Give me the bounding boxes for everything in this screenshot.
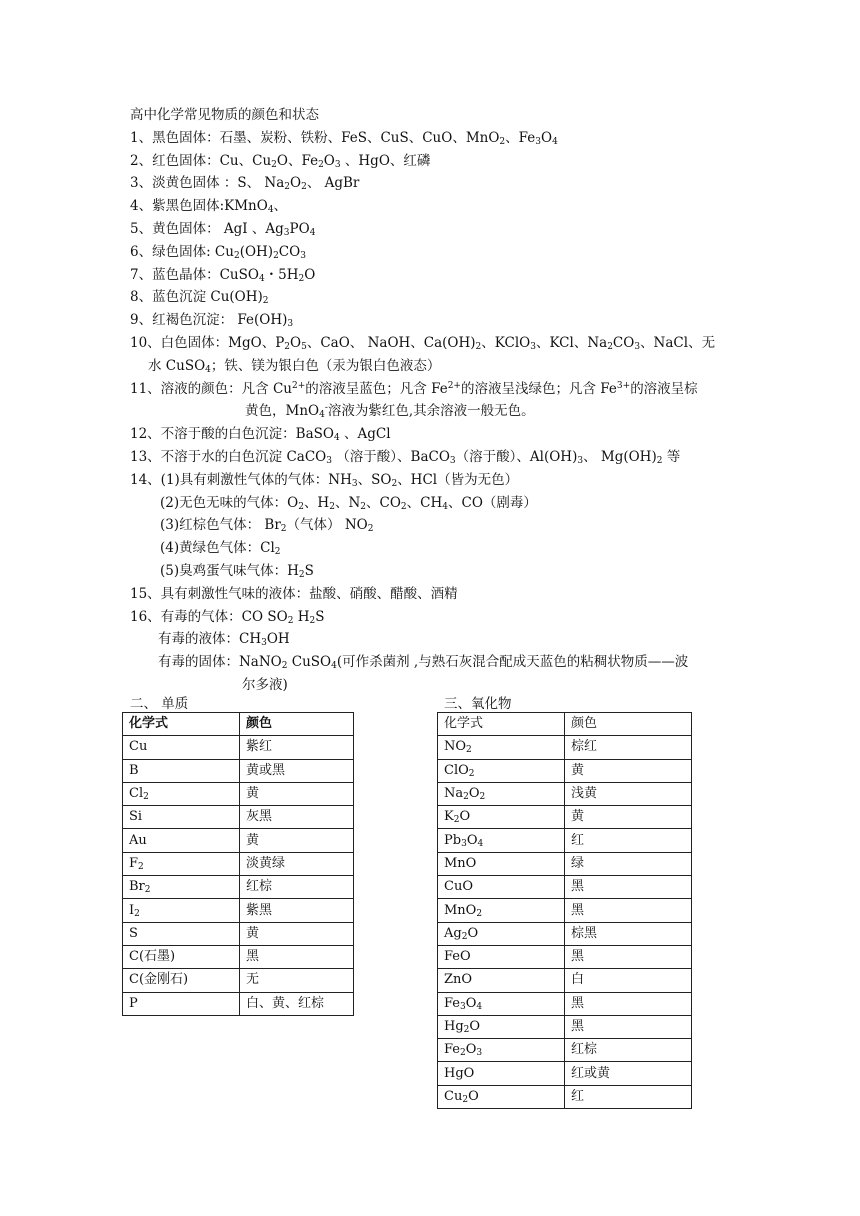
table-row: [438, 1015, 692, 1038]
table-row: [123, 759, 354, 782]
formula-cell: $K_2O$: [438, 806, 565, 829]
color-cell: 黄: [565, 806, 692, 829]
formula-cell: ZnO: [438, 969, 565, 992]
table-header-row: [123, 713, 354, 736]
item-14-1: 14、(1)具有刺激性气体的气体：$NH_3$、$SO_2$、HCl（皆为无色）: [130, 471, 519, 489]
item-6: 6、绿色固体: $Cu_2(OH)_2CO_3$: [130, 243, 306, 261]
table-row: [123, 806, 354, 829]
formula-cell: Au: [123, 829, 240, 852]
table-row: [123, 736, 354, 759]
item-14-2: (2)无色无味的气体：$O_2$、$H_2$、$N_2$、$CO_2$、$CH_4$、CO（剧毒）: [160, 494, 537, 512]
color-cell: 棕红: [565, 736, 692, 759]
color-cell: 棕黑: [565, 922, 692, 945]
section2-title: 二、 单质: [130, 696, 189, 712]
item-16-liquid: 有毒的液体：$CH_3OH$: [158, 631, 290, 649]
item-7: 7、蓝色晶体：CuSO$_4$・$5H_2O$: [130, 266, 316, 284]
table-row: [438, 829, 692, 852]
formula-cell: $Fe_2O_3$: [438, 1039, 565, 1062]
table-row: [438, 1039, 692, 1062]
formula-cell: $NO_2$: [438, 736, 565, 759]
table-row: [438, 759, 692, 782]
item-3: 3、淡黄色固体 ：S、 $Na_2O_2$、 AgBr: [130, 175, 360, 193]
table-row: [123, 852, 354, 875]
color-cell: 黑: [240, 945, 354, 968]
oxides-table: [437, 712, 692, 1109]
table-row: [123, 829, 354, 852]
table-row: [123, 945, 354, 968]
table-row: [438, 899, 692, 922]
table-row: [123, 922, 354, 945]
color-cell: 黄: [565, 759, 692, 782]
item-10: 10、白色固体：MgO、$P_2O_5$、CaO、 NaOH、$Ca(OH)_2$、KClO$_3$、KCl、$Na_2CO_3$、NaCl、无: [130, 334, 716, 352]
table-row: [438, 1062, 692, 1085]
table-row: [438, 782, 692, 805]
header-formula: 化学式: [123, 713, 240, 736]
formula-cell: CuO: [438, 876, 565, 899]
formula-cell: C(石墨): [123, 945, 240, 968]
item-5: 5、黄色固体： AgI 、$Ag_3PO_4$: [130, 220, 316, 238]
formula-cell: ClO$_2$: [438, 759, 565, 782]
header-color: 颜色: [240, 713, 354, 736]
item-11: 11、溶液的颜色：凡含 $Cu^{2+}$的溶液呈蓝色；凡含 $Fe^{2+}$的溶液呈浅绿色；凡含 $Fe^{3+}$的溶液呈棕: [130, 380, 698, 397]
table-row: [438, 852, 692, 875]
table-row: [438, 945, 692, 968]
color-cell: 淡黄绿: [240, 852, 354, 875]
color-cell: 红棕: [240, 876, 354, 899]
table-row: [123, 992, 354, 1015]
color-cell: 绿: [565, 852, 692, 875]
item-14-5: (5)臭鸡蛋气味气体：$H_2S$: [160, 562, 314, 580]
item-16-solid-cont: 尔多液): [242, 676, 288, 693]
formula-cell: Cu: [123, 736, 240, 759]
table-row: [438, 736, 692, 759]
color-cell: 红棕: [565, 1039, 692, 1062]
table-row: [438, 922, 692, 945]
color-cell: 红: [565, 829, 692, 852]
item-13: 13、不溶于水的白色沉淀 CaCO$_3$ （溶于酸）、BaCO$_3$（溶于酸）、$Al(OH)_3$、 $Mg(OH)_2$ 等: [130, 448, 681, 466]
formula-cell: MnO: [438, 852, 565, 875]
header-formula: 化学式: [438, 713, 565, 736]
color-cell: 黑: [565, 1015, 692, 1038]
formula-cell: B: [123, 759, 240, 782]
color-cell: 黑: [565, 945, 692, 968]
color-cell: 红或黄: [565, 1062, 692, 1085]
item-16: 16、有毒的气体：CO $SO_2$ $H_2S$: [130, 608, 325, 626]
item-9: 9、红褐色沉淀： $Fe(OH)_3$: [130, 312, 294, 330]
formula-cell: $Hg_2O$: [438, 1015, 565, 1038]
color-cell: 黑: [565, 876, 692, 899]
formula-cell: P: [123, 992, 240, 1015]
table-row: [123, 782, 354, 805]
color-cell: 黄: [240, 829, 354, 852]
color-cell: 黄: [240, 782, 354, 805]
formula-cell: C(金刚石): [123, 969, 240, 992]
color-cell: 紫红: [240, 736, 354, 759]
table-row: [123, 876, 354, 899]
color-cell: 白: [565, 969, 692, 992]
formula-cell: $Fe_3O_4$: [438, 992, 565, 1015]
color-cell: 黑: [565, 992, 692, 1015]
item-2: 2、红色固体：Cu、$Cu_2O$、$Fe_2O_3$ 、HgO、红磷: [130, 152, 431, 170]
formula-cell: Si: [123, 806, 240, 829]
formula-cell: S: [123, 922, 240, 945]
formula-cell: $I_2$: [123, 899, 240, 922]
color-cell: 黄或黑: [240, 759, 354, 782]
item-14-4: (4)黄绿色气体：$Cl_2$: [160, 540, 281, 558]
item-12: 12、不溶于酸的白色沉淀：BaSO$_4$ 、AgCl: [130, 426, 391, 444]
formula-cell: $Ag_2O$: [438, 922, 565, 945]
item-16-solid: 有毒的固体：NaNO$_2$ CuSO$_4$(可作杀菌剂 ,与熟石灰混合配成天蓝色的粘稠状物质——波: [158, 654, 689, 672]
color-cell: 无: [240, 969, 354, 992]
formula-cell: FeO: [438, 945, 565, 968]
table-row: [123, 899, 354, 922]
formula-cell: $F_2$: [123, 852, 240, 875]
table-row: [438, 969, 692, 992]
formula-cell: HgO: [438, 1062, 565, 1085]
color-cell: 白、黄、红棕: [240, 992, 354, 1015]
color-cell: 紫黑: [240, 899, 354, 922]
section3-title: 三、氧化物: [444, 696, 512, 712]
table-row: [438, 992, 692, 1015]
item-8: 8、蓝色沉淀 $Cu(OH)_2$: [130, 289, 269, 307]
formula-cell: $Pb_3O_4$: [438, 829, 565, 852]
item-15: 15、具有刺激性气味的液体：盐酸、硝酸、醋酸、酒精: [130, 585, 458, 602]
formula-cell: $Na_2O_2$: [438, 782, 565, 805]
formula-cell: $Br_2$: [123, 876, 240, 899]
table-row: [438, 876, 692, 899]
item-4: 4、紫黑色固体:KMnO$_4$、: [130, 198, 288, 216]
color-cell: 红: [565, 1085, 692, 1108]
formula-cell: MnO$_2$: [438, 899, 565, 922]
item-10-cont: 水 CuSO$_4$；铁、镁为银白色（汞为银白色液态）: [148, 357, 441, 375]
table-header-row: [438, 713, 692, 736]
document-title: 高中化学常见物质的颜色和状态: [130, 107, 319, 123]
table-row: [123, 969, 354, 992]
color-cell: 黄: [240, 922, 354, 945]
item-11-cont: 黄色，MnO$_4$-溶液为紫红色,其余溶液一般无色。: [245, 403, 535, 421]
formula-cell: $Cl_2$: [123, 782, 240, 805]
header-color: 颜色: [565, 713, 692, 736]
table-row: [438, 1085, 692, 1108]
elements-table: [122, 712, 354, 1016]
color-cell: 浅黄: [565, 782, 692, 805]
formula-cell: $Cu_2O$: [438, 1085, 565, 1108]
color-cell: 灰黑: [240, 806, 354, 829]
item-14-3: (3)红棕色气体： $Br_2$（气体） $NO_2$: [160, 517, 374, 535]
document-body: [130, 104, 740, 697]
item-1: 1、黑色固体：石墨、炭粉、铁粉、FeS、CuS、CuO、MnO$_2$、$Fe_3O_4$: [130, 129, 558, 147]
color-cell: 黑: [565, 899, 692, 922]
table-row: [438, 806, 692, 829]
